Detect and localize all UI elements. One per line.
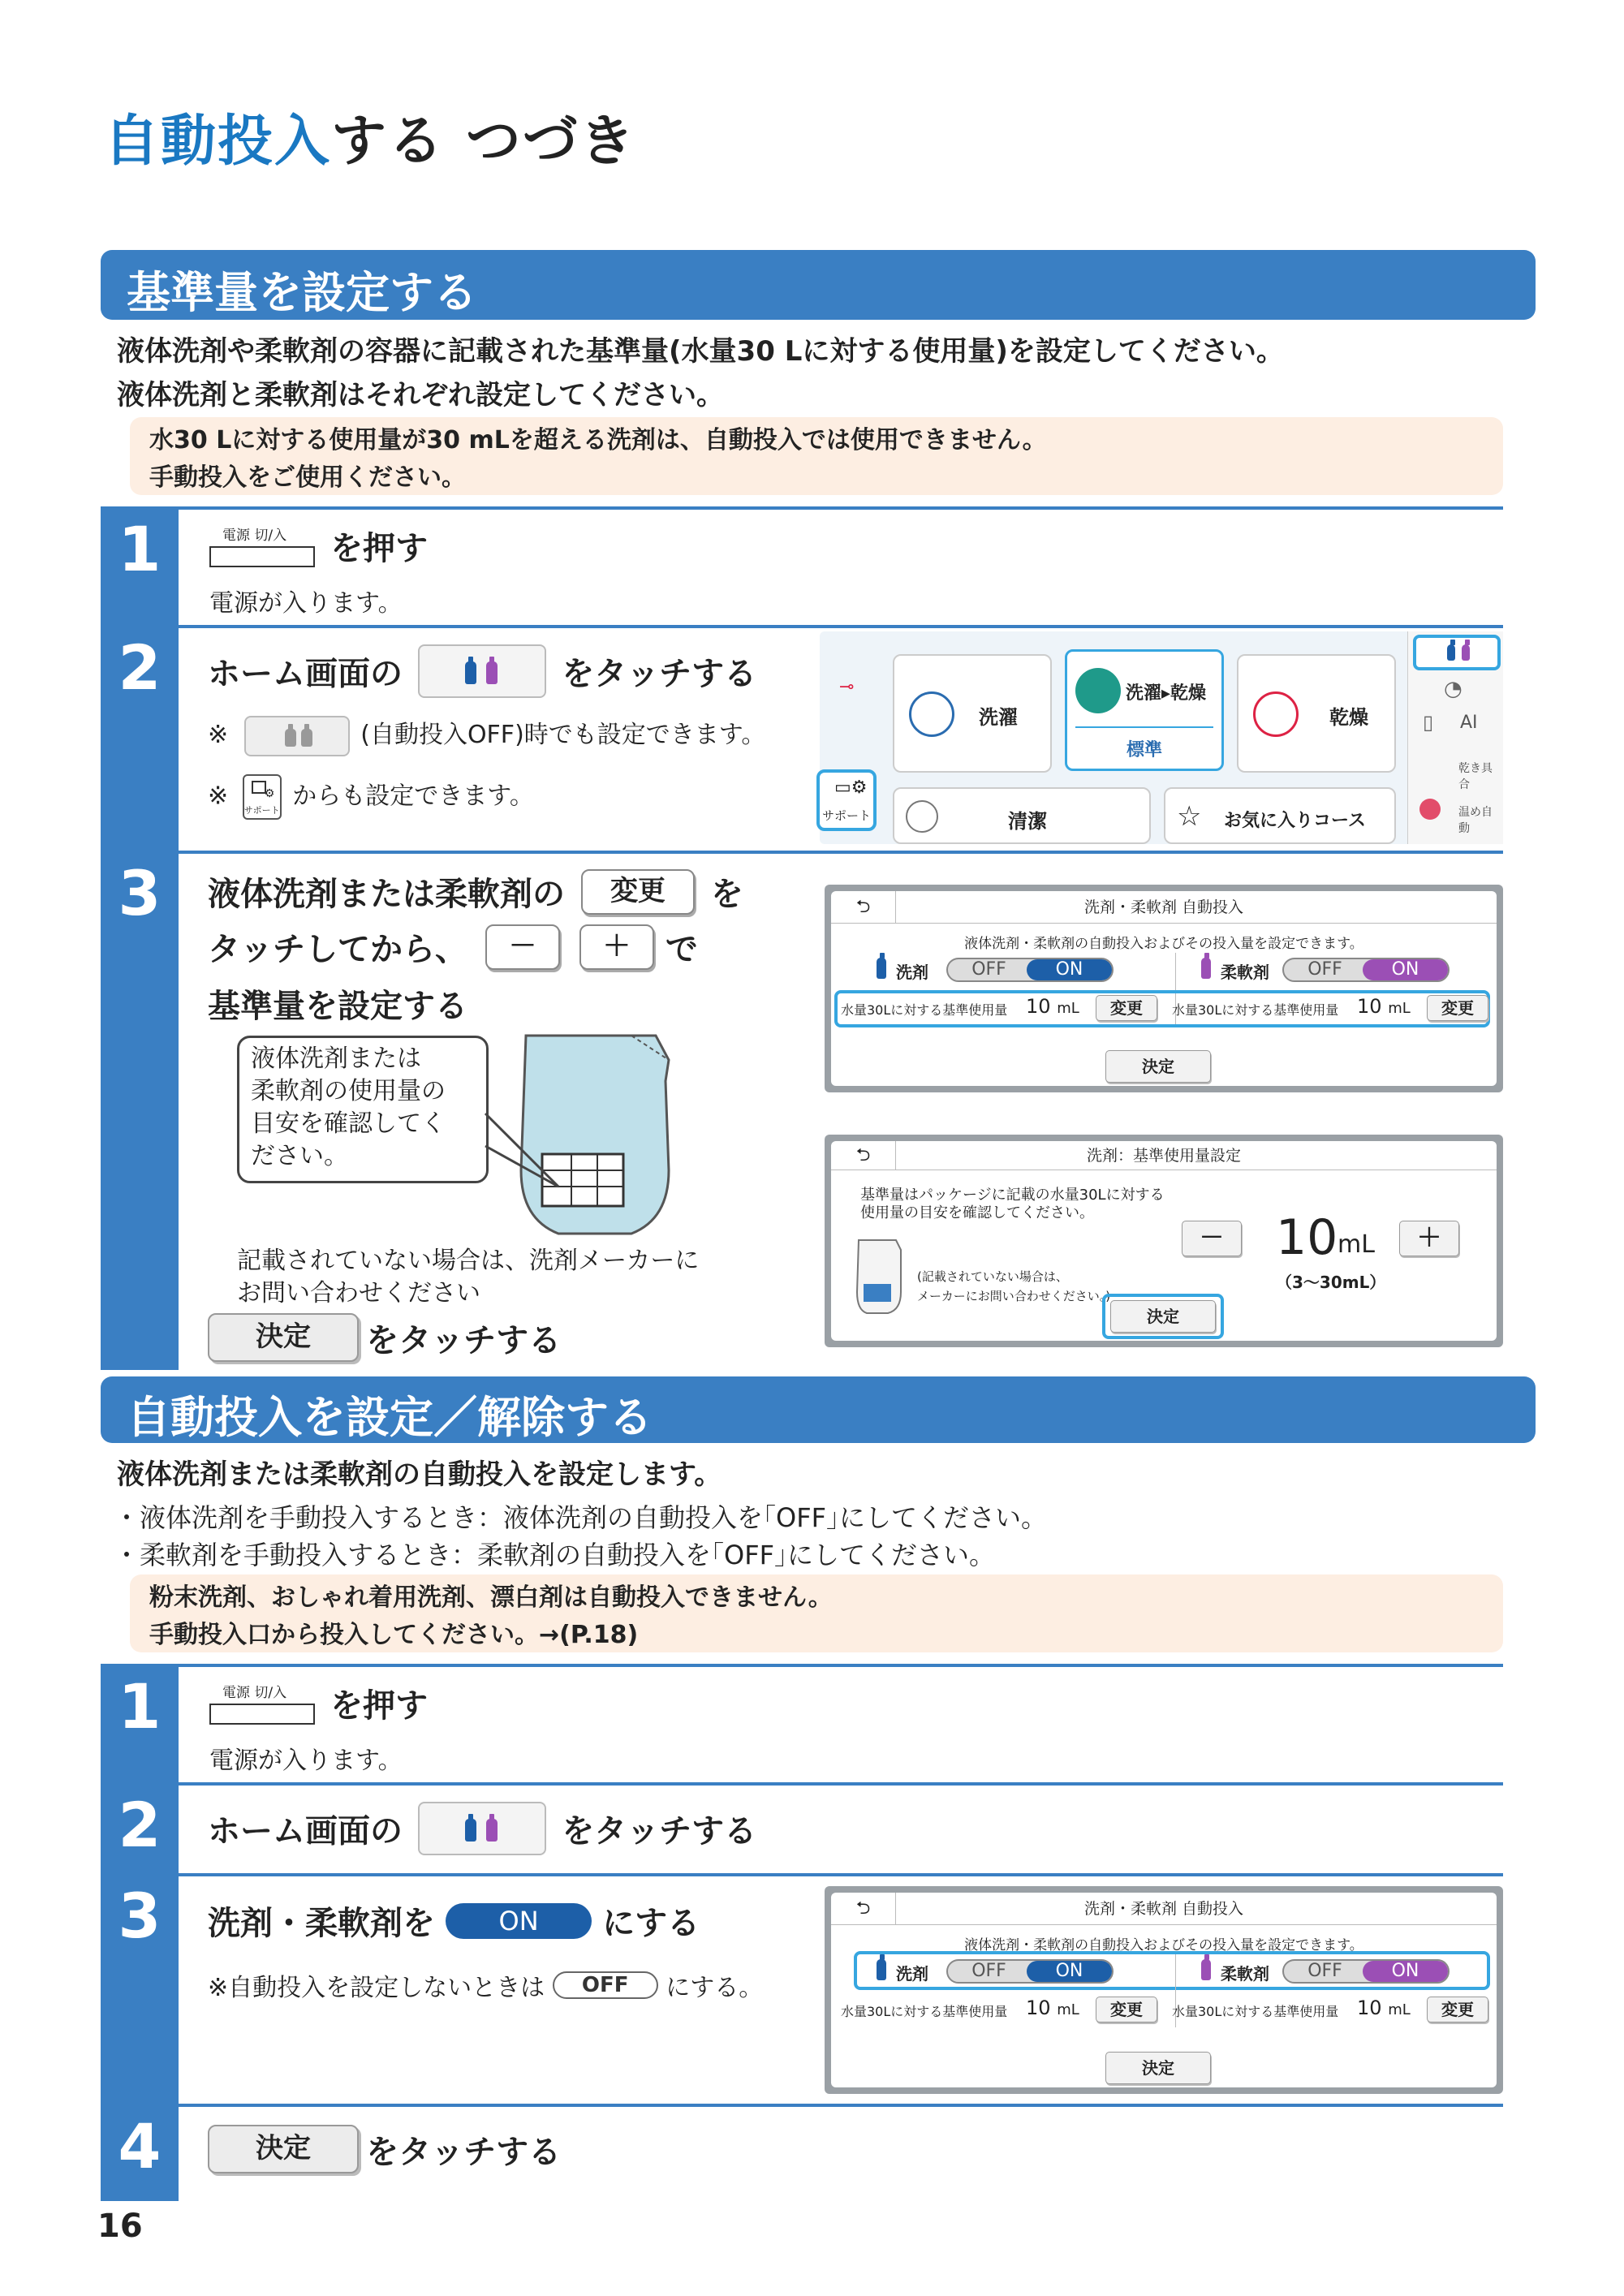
ok-button[interactable]: 決定 [1110, 1300, 1216, 1333]
step-subtext: 電源が入ります。 [209, 589, 403, 618]
toggle-off: OFF [971, 959, 1006, 980]
softener-toggle[interactable] [1282, 1959, 1450, 1984]
unit: mL [1388, 1000, 1411, 1017]
step-number: 2 [101, 1786, 179, 1873]
softener-value: 10 [1357, 995, 1382, 1018]
speech-bubble [237, 1036, 489, 1183]
detergent-value: 10 [1026, 995, 1051, 1018]
note-text: 記載されていない場合は、洗剤メーカーに [237, 1247, 700, 1275]
step-instruction: をタッチする [562, 655, 757, 693]
step-2 [101, 1782, 1503, 1873]
screen-title: 洗剤・柔軟剤 自動投入 [831, 1893, 1497, 1925]
screen-desc: 使用量の目安を確認してください。 [860, 1204, 1094, 1221]
detergent-label: 洗剤 [896, 963, 928, 982]
auto-dispense-button[interactable] [418, 644, 546, 698]
note-text: にする。 [666, 1974, 764, 2002]
step-number: 3 [101, 1876, 179, 2104]
power-button[interactable] [209, 1681, 315, 1726]
note-text: (記載されていない場合は、 [917, 1269, 1068, 1284]
tile-sub-label: 標準 [1126, 740, 1162, 760]
std-amount-label: 水量30Lに対する基準使用量 [1172, 2004, 1339, 2019]
power-label: 電源 切/入 [222, 1684, 287, 1701]
detergent-bottle-gray-icon [285, 729, 296, 747]
timer-icon: ◔ [1444, 677, 1462, 701]
page-number: 16 [97, 2208, 143, 2245]
step-1 [101, 1664, 1503, 1782]
back-button[interactable]: ⮌ [831, 891, 896, 924]
tile-clean[interactable] [893, 787, 1151, 844]
support-icon: ⚙ サポート [243, 774, 282, 820]
unit: mL [1338, 1230, 1375, 1259]
note-mark: ※ [208, 782, 229, 811]
step-instruction: を押す [330, 1687, 429, 1725]
change-button[interactable]: 変更 [1427, 995, 1488, 1021]
plus-button[interactable]: ＋ [579, 924, 654, 970]
note-text: ※自動投入を設定しないときは [208, 1974, 545, 2002]
standard-amount-screen [825, 1135, 1503, 1347]
bubble-line: 液体洗剤または [251, 1045, 421, 1073]
tile-favorite[interactable] [1164, 787, 1396, 844]
toggle-on: ON [1027, 1961, 1112, 1982]
step-instruction: 液体洗剤または柔軟剤の [208, 876, 565, 913]
caution-note [130, 1574, 1503, 1652]
softener-bottle-icon [1462, 644, 1470, 661]
wash-dry-icon [1075, 668, 1121, 713]
step-instruction: にする [602, 1905, 700, 1942]
softener-value: 10 [1357, 1997, 1382, 2019]
range-text: （3～30mL） [1276, 1273, 1386, 1292]
step-number: 3 [101, 854, 179, 1370]
auto-dispense-screen [825, 1886, 1503, 2094]
softener-bottle-gray-icon [301, 729, 312, 747]
step-instruction: 洗剤・柔軟剤を [208, 1905, 435, 1942]
section-lead: 液体洗剤や柔軟剤の容器に記載された基準量(水量30 Lに対する使用量)を設定してください。 [117, 335, 1284, 368]
bubble-line: ださい。 [251, 1142, 348, 1170]
detergent-bottle-icon [877, 958, 886, 979]
ok-button[interactable]: 決定 [208, 2125, 359, 2173]
auto-dispense-button[interactable] [1413, 635, 1501, 670]
step-instruction: タッチしてから、 [208, 931, 467, 968]
unit: mL [1057, 1000, 1079, 1017]
step-instruction: をタッチする [366, 2133, 562, 2171]
note-text: お問い合わせください [237, 1279, 480, 1307]
side-label: 温め自動 [1458, 806, 1493, 835]
tile-dry[interactable] [1237, 654, 1396, 773]
tile-label: 乾燥 [1329, 706, 1368, 729]
change-button[interactable]: 変更 [581, 869, 695, 915]
side-panel [1407, 631, 1503, 844]
bubble-pointer [477, 1097, 566, 1195]
detergent-toggle[interactable] [946, 958, 1114, 982]
caution-note [130, 417, 1503, 495]
note-text: からも設定できます。 [292, 782, 534, 811]
section-header-standard-amount [101, 250, 1536, 320]
step-subtext: 電源が入ります。 [209, 1747, 403, 1775]
bullet-text: ・液体洗剤を手動投入するとき：液体洗剤の自動投入を｢OFF｣にしてください。 [114, 1502, 1048, 1533]
key-icon: ⊸ [839, 677, 855, 697]
unit: mL [1388, 2001, 1411, 2018]
smile-icon [1419, 799, 1441, 820]
sparkle-icon [906, 800, 938, 833]
side-label: 乾き具合 [1458, 762, 1493, 791]
step-number: 1 [101, 510, 179, 625]
auto-dispense-screen [825, 885, 1503, 1092]
step-4 [101, 2104, 1503, 2201]
tile-wash[interactable] [893, 654, 1052, 773]
std-amount-label: 水量30Lに対する基準使用量 [1172, 1002, 1339, 1018]
support-screen-icon: ▭⚙ [834, 778, 868, 798]
std-amount-label: 水量30Lに対する基準使用量 [841, 2004, 1008, 2019]
step-number: 1 [101, 1667, 179, 1782]
unit: mL [1057, 2001, 1079, 2018]
power-label: 電源 切/入 [222, 527, 287, 544]
step-instruction: を押す [330, 530, 429, 567]
caution-line: 粉末洗剤、おしゃれ着用洗剤、漂白剤は自動投入できません。 [149, 1583, 833, 1612]
on-toggle[interactable]: ON [446, 1903, 592, 1939]
section-header-auto-dispense [101, 1376, 1536, 1443]
screen-title: 洗剤：基準使用量設定 [831, 1141, 1497, 1170]
section-heading: 基準量を設定する [127, 267, 477, 318]
plus-button[interactable]: ＋ [1399, 1221, 1459, 1256]
pouch-icon [855, 1235, 904, 1316]
page-title-sub: する つづき [331, 110, 636, 174]
toggle-off: OFF [971, 1961, 1006, 1981]
screen-title: 洗剤・柔軟剤 自動投入 [831, 891, 1497, 924]
tile-wash-dry[interactable] [1065, 649, 1224, 771]
detergent-value: 10 [1026, 1997, 1051, 2019]
step-instruction: ホーム画面の [208, 655, 403, 693]
step-number: 2 [101, 628, 179, 851]
support-button[interactable] [816, 769, 877, 831]
bubble-line: 柔軟剤の使用量の [251, 1077, 446, 1105]
ai-label: AI [1460, 713, 1478, 733]
detergent-bottle-icon [877, 1959, 886, 1980]
caution-line: 手動投入口から投入してください。→(P.18) [149, 1621, 639, 1649]
wash-icon [909, 691, 954, 737]
softener-bottle-icon [1201, 1959, 1211, 1980]
page-title [104, 97, 636, 176]
dry-icon [1253, 691, 1299, 737]
auto-dispense-button[interactable] [418, 1802, 546, 1855]
toggle-off: OFF [1307, 959, 1342, 980]
minus-button[interactable]: － [1182, 1221, 1242, 1256]
softener-bottle-icon [1201, 958, 1211, 979]
power-button[interactable] [209, 523, 315, 569]
step-instruction: をタッチする [562, 1812, 757, 1850]
softener-label: 柔軟剤 [1221, 963, 1269, 982]
support-button-label: サポート [821, 808, 871, 823]
ok-button[interactable]: 決定 [208, 1313, 359, 1362]
tile-label: 洗濯▸乾燥 [1126, 683, 1207, 704]
softener-bottle-icon [486, 1819, 498, 1842]
step-instruction: をタッチする [366, 1321, 562, 1359]
note-text: メーカーにお問い合わせください。) [917, 1289, 1111, 1303]
back-button[interactable]: ⮌ [831, 1893, 896, 1925]
support-icon-label: サポート [243, 805, 280, 816]
change-button[interactable]: 変更 [1096, 995, 1157, 1021]
toggle-on: ON [1027, 959, 1112, 980]
std-amount-label: 水量30Lに対する基準使用量 [841, 1002, 1008, 1018]
screen-desc: 液体洗剤・柔軟剤の自動投入およびその投入量を設定できます。 [964, 1937, 1363, 1954]
ok-button[interactable]: 決定 [1105, 1050, 1211, 1083]
section-heading: 自動投入を設定／解除する [127, 1392, 653, 1443]
bubble-line: 目安を確認してく [251, 1109, 446, 1138]
tile-label: お気に入りコース [1224, 811, 1366, 831]
phone-icon: ▯ [1423, 711, 1434, 734]
note-mark: ※ [208, 721, 229, 749]
bullet-text: ・柔軟剤を手動投入するとき：柔軟剤の自動投入を｢OFF｣にしてください。 [114, 1540, 996, 1570]
home-screen-illustration [820, 631, 1503, 844]
toggle-off: OFF [1307, 1961, 1342, 1981]
auto-dispense-off-button [244, 716, 350, 756]
caution-line: 水30 Lに対する使用量が30 mLを超える洗剤は、自動投入では使用できません。 [149, 426, 1047, 454]
tile-label: 清潔 [1008, 810, 1047, 833]
toggle-on: ON [1363, 959, 1448, 980]
step-instruction: で [665, 931, 698, 968]
step-number: 4 [101, 2107, 179, 2201]
back-button[interactable]: ⮌ [831, 1141, 896, 1170]
toggle-on: ON [1363, 1961, 1448, 1982]
caution-line: 手動投入をご使用ください。 [149, 463, 466, 492]
step-instruction: 基準量を設定する [208, 988, 467, 1025]
star-icon: ☆ [1177, 800, 1202, 833]
step-instruction: ホーム画面の [208, 1812, 403, 1850]
detergent-toggle[interactable] [946, 1959, 1114, 1984]
softener-toggle[interactable] [1282, 958, 1450, 982]
section-lead: 液体洗剤または柔軟剤の自動投入を設定します。 [117, 1458, 722, 1491]
off-toggle[interactable]: OFF [553, 1971, 658, 1999]
change-button[interactable]: 変更 [1427, 1997, 1488, 2022]
step-instruction: を [710, 876, 743, 913]
detergent-bottle-icon [465, 1819, 476, 1842]
ok-button[interactable]: 決定 [1105, 2052, 1211, 2084]
softener-label: 柔軟剤 [1221, 1964, 1269, 1984]
note-text: (自動投入OFF)時でも設定できます。 [360, 721, 766, 749]
detergent-bottle-icon [1447, 644, 1455, 661]
step-1 [101, 506, 1503, 625]
screen-desc: 液体洗剤・柔軟剤の自動投入およびその投入量を設定できます。 [964, 936, 1363, 952]
minus-button[interactable]: － [485, 924, 560, 970]
tile-label: 洗濯 [979, 706, 1018, 729]
std-value: 10 [1276, 1209, 1338, 1266]
page-title-main: 自動投入 [104, 110, 332, 174]
change-button[interactable]: 変更 [1096, 1997, 1157, 2022]
detergent-label: 洗剤 [896, 1964, 928, 1984]
detergent-bottle-icon [465, 661, 476, 684]
screen-desc: 基準量はパッケージに記載の水量30Lに対する [860, 1187, 1165, 1204]
section-lead: 液体洗剤と柔軟剤はそれぞれ設定してください。 [117, 379, 724, 411]
softener-bottle-icon [486, 661, 498, 684]
